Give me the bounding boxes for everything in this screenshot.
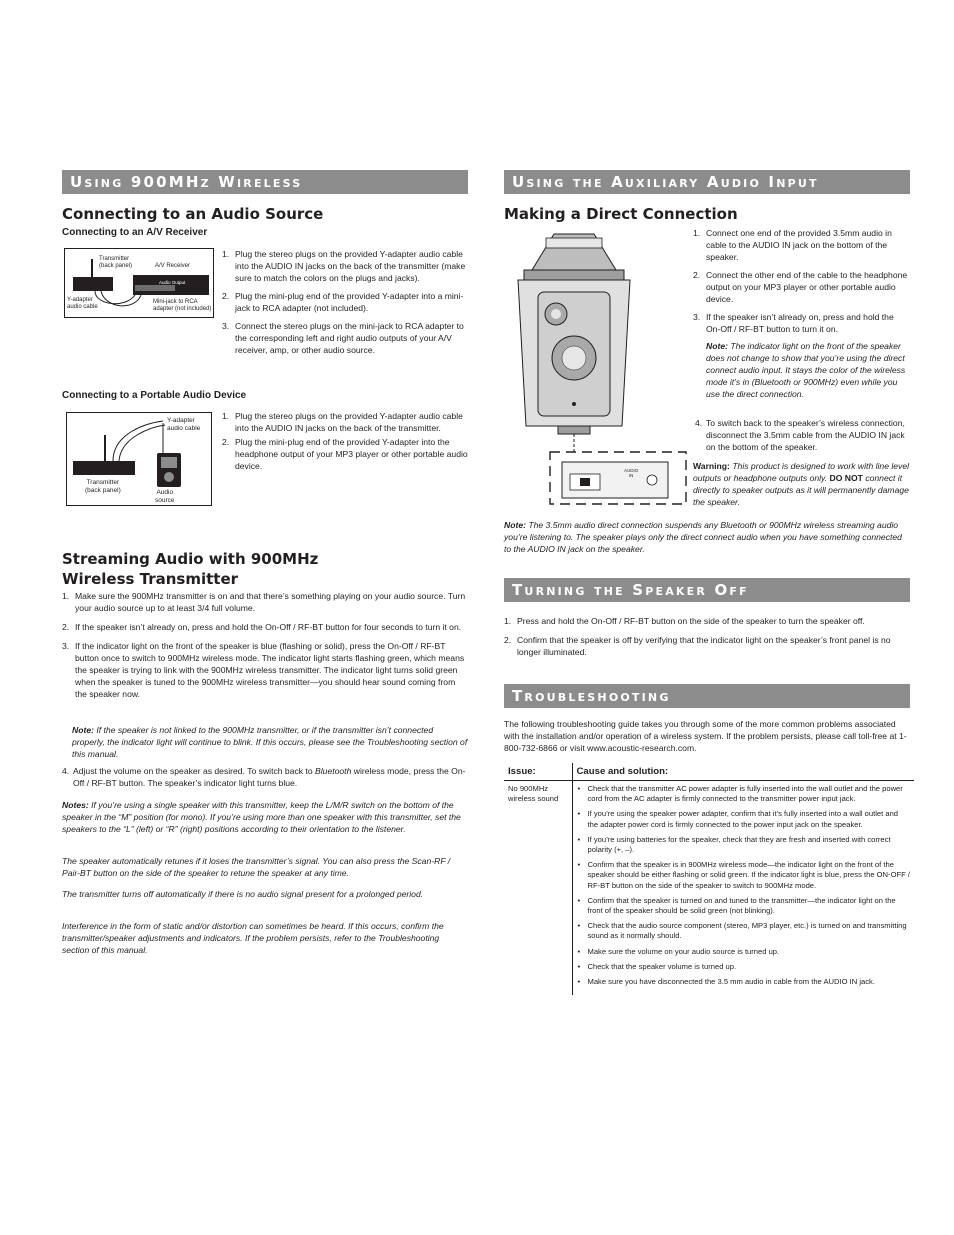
banner-troubleshooting: Troubleshooting [504, 684, 910, 708]
direct-steps [693, 227, 910, 337]
list-item: 2. Confirm that the speaker is off by verifying that the indicator light on the speaker’s front panel is no longer illuminated. [504, 635, 891, 657]
banner-speaker-off: Turning the Speaker Off [504, 578, 910, 602]
list-item: • If you’re using the speaker power adapter, confirm that it’s fully inserted into a wall outlet and the adapter power cord is firmly connected to the power input jack on the speaker. [577, 809, 911, 829]
column-header-cause: Cause and solution: [572, 763, 914, 781]
cause-cell [572, 781, 914, 996]
portable-label-y-adapter: Y-adapter audio cable [167, 417, 201, 432]
direct-step4: 4. To switch back to the speaker’s wireless connection, disconnect the 3.5mm cable from the AUDIO IN jack on the bottom of the speaker. [695, 418, 905, 452]
list-item: 2. If the speaker isn’t already on, press and hold the On-Off / RF-BT button for four seconds to turn it on. [62, 622, 462, 632]
direct-bottom-note: Note: The 3.5mm audio direct connection suspends any Bluetooth or 900MHz wireless streaming audio you’re listening to. The speaker plays only the direct connect audio when you have something connected to the AUDIO IN jack on the speaker. [504, 520, 902, 554]
av-steps [222, 248, 468, 362]
list-item: 3. If the indicator light on the front of the speaker is blue (flashing or solid), press the On-Off / RF-BT button once to switch to 900MHz wireless mode. The indicator light starts flashing green, which means the speaker is trying to link with the 900MHz wireless transmitter. The indicator light turns solid green when the speaker is tuned to the 900MHz wireless transmitter—you should hear sound coming from the speaker now. [62, 641, 465, 699]
list-item: 2. Plug the mini-plug end of the provided Y-adapter into the headphone output of your MP3 player or other portable audio device. [222, 437, 468, 471]
streaming-step4: 4. Adjust the volume on the speaker as desired. To switch back to Bluetooth wireless mode, press the On-Off / RF-BT button. The speaker’s indicator light turns blue. [62, 766, 466, 788]
streaming-step3-note: Note: If the speaker is not linked to the 900MHz transmitter, or if the transmitter isn’t connected properly, the indicator light will continue to blink. If this occurs, please see the Troubleshooting section of this manual. [72, 725, 468, 759]
issue-cell: No 900MHz wireless sound [504, 781, 572, 996]
notes-3: The transmitter turns off automatically if there is no audio signal present for a prolonged period. [62, 889, 424, 899]
column-header-issue: Issue: [504, 763, 572, 781]
streaming-title: Streaming Audio with 900MHz Wireless Transmitter [62, 550, 319, 588]
notes-4: Interference in the form of static and/or distortion can sometimes be heard. If this occurs, confirm the transmitter/speaker adjustments and indicators. If the problem persists, refer to the Troubleshooting section of this manual. [62, 921, 444, 955]
portable-label-audio-source: Audio source [155, 489, 175, 504]
list-item: 1. Connect one end of the provided 3.5mm audio in cable to the AUDIO IN jack on the bottom of the speaker. [693, 228, 892, 262]
list-item: • Make sure you have disconnected the 3.5 mm audio in cable from the AUDIO IN jack. [577, 977, 911, 987]
list-item: 1. Make sure the 900MHz transmitter is on and that there’s something playing on your audio source. Turn your audio source up to at least 3/4 full volume. [62, 591, 466, 613]
list-item: 2. Plug the mini-plug end of the provided Y-adapter into a mini-jack to RCA adapter (not included). [222, 291, 464, 313]
list-item: 2. Connect the other end of the cable to the headphone output on your MP3 player or other portable audio device. [693, 270, 908, 304]
portable-subtitle: Connecting to a Portable Audio Device [62, 390, 247, 401]
av-label-y-adapter: Y-adapter audio cable [67, 297, 98, 310]
list-item: 3. If the speaker isn’t already on, press and hold the On-Off / RF-BT button to turn it on. [693, 312, 894, 334]
table-header-row [504, 763, 914, 781]
list-item: • Check that the speaker volume is turned up. [577, 962, 911, 972]
list-item: 3. Connect the stereo plugs on the mini-jack to RCA adapter to the corresponding left and right audio outputs of your A/V receiver, amp, or other audio source. [222, 321, 464, 355]
list-item: • Check that the audio source component (stereo, MP3 player, etc.) is turned on and transmitting sound as it normally should. [577, 921, 911, 941]
streaming-steps [62, 590, 468, 708]
list-item: • Confirm that the speaker is in 900MHz wireless mode—the indicator light on the front of the speaker should be either flashing or solid green. If the indicator light is blue, press the ON-OFF / RF-BT button on the side of the speaker to switch to 900MHz mode. [577, 860, 911, 891]
av-label-transmitter: Transmitter (back panel) [99, 256, 133, 269]
connecting-title: Connecting to an Audio Source [62, 205, 324, 223]
audio-in-label: AUDIO IN [624, 468, 639, 478]
av-label-receiver: A/V Receiver [155, 263, 191, 269]
list-item: • Confirm that the speaker is turned on and tuned to the transmitter—the indicator light on the front of the speaker should be solid green (not blinking). [577, 896, 911, 916]
portable-steps [222, 410, 468, 478]
notes-2: The speaker automatically retunes if it loses the transmitter’s signal. You can also press the Scan-RF / Pair-BT button on the side of the speaker to retune the speaker at any time. [62, 856, 451, 878]
av-label-audio-output: Audio Output [159, 280, 186, 285]
list-item: • Make sure the volume on your audio source is turned up. [577, 947, 911, 957]
list-item: 1. Plug the stereo plugs on the provided Y-adapter audio cable into the AUDIO IN jacks on the back of the transmitter. [222, 411, 463, 433]
off-steps [504, 615, 910, 664]
direct-step3-note: Note: The indicator light on the front of the speaker does not change to show that you’re using the direct connect audio input. It stays the color of the wireless mode it’s in (Bluetooth or 900MHz) even while you use the direct connection. [706, 341, 906, 399]
cause-list [577, 784, 911, 987]
notes-1: Notes: If you’re using a single speaker with this transmitter, keep the L/M/R switch on the bottom of the speaker in the “M” position (for mono). If you’re using more than one speaker with this transmitter, set the speakers to the “L” (left) or “R” (right) positions according to their orientation to the listener. [62, 800, 461, 834]
list-item: • Check that the transmitter AC power adapter is fully inserted into the wall outlet and the power cord from the AC adapter is firmly connected to the transmitter power input jack. [577, 784, 911, 804]
list-item: 1. Plug the stereo plugs on the provided Y-adapter audio cable into the AUDIO IN jacks on the back of the transmitter (make sure to match the colors on the plugs and jacks). [222, 249, 466, 283]
troubleshooting-intro: The following troubleshooting guide takes you through some of the more common problems associated with the installation and/or operation of a wireless system. If the problem persists, please call toll-free at 1-800-732-6866 or visit www.acoustic-research.com. [504, 719, 907, 753]
speaker-diagram [504, 230, 690, 516]
av-receiver-diagram [64, 248, 214, 318]
banner-aux-input: Using the Auxiliary Audio Input [504, 170, 910, 194]
table-row [504, 781, 914, 996]
troubleshooting-table [504, 763, 914, 995]
list-item: • If you’re using batteries for the speaker, check that they are fresh and inserted with correct polarity (+, –). [577, 835, 911, 855]
banner-900mhz: Using 900MHz Wireless [62, 170, 468, 194]
speaker-illustration [504, 230, 690, 516]
warning-block: Warning: This product is designed to work with line level outputs or headphone outputs only. DO NOT connect it directly to speaker outputs as it will permanently damage the speaker. [693, 461, 910, 507]
list-item: 1. Press and hold the On-Off / RF-BT button on the side of the speaker to turn the speaker off. [504, 616, 865, 626]
direct-connection-title: Making a Direct Connection [504, 205, 738, 223]
av-subtitle: Connecting to an A/V Receiver [62, 227, 208, 238]
av-label-mini-jack: Mini-jack to RCA adapter (not included) [153, 299, 212, 312]
portable-device-diagram [66, 412, 212, 506]
portable-label-transmitter: Transmitter (back panel) [85, 479, 121, 494]
